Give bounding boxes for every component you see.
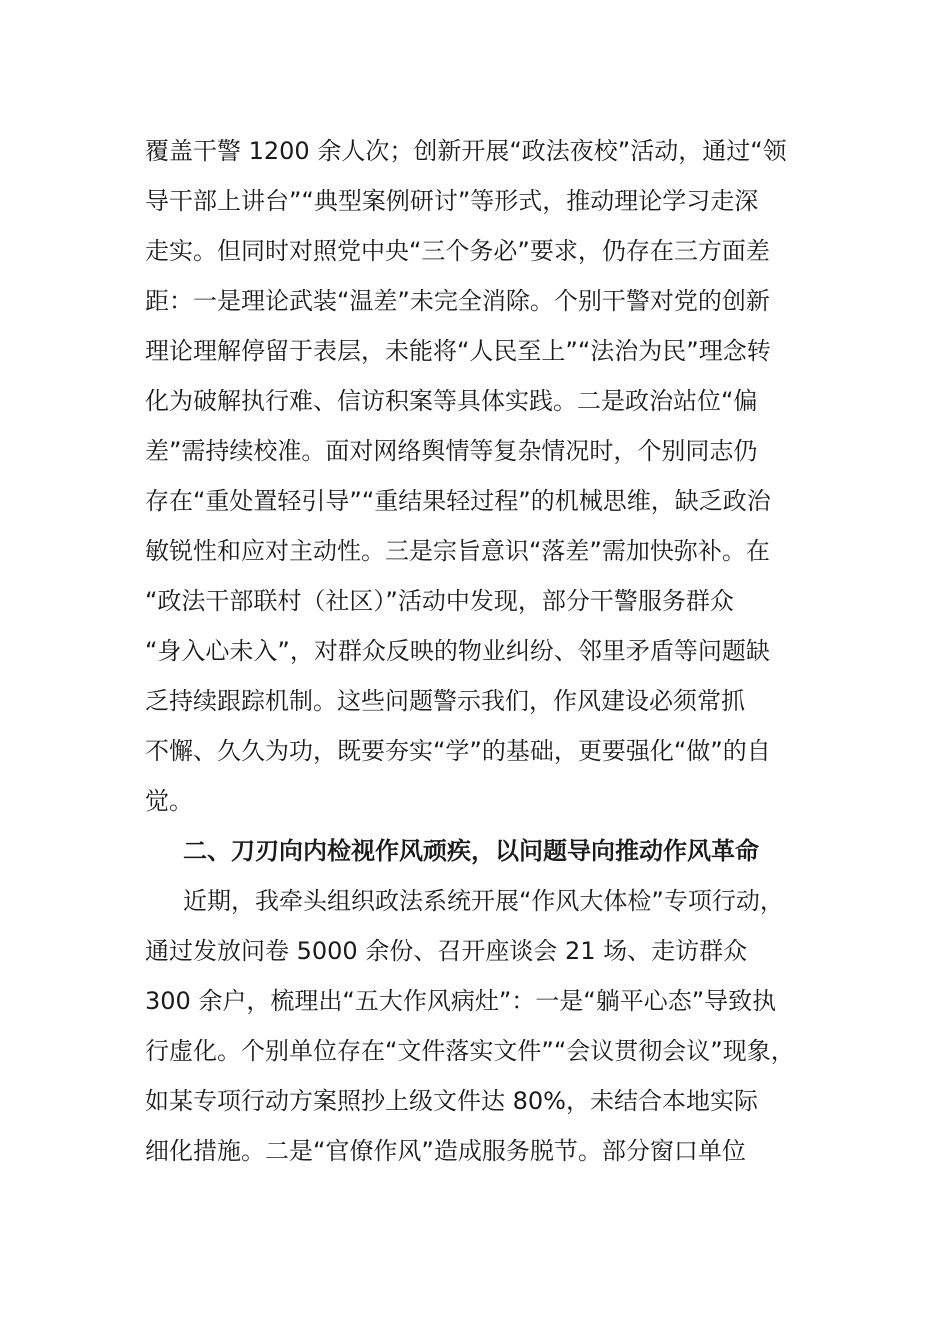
text-line: 覆盖干警 1200 余人次；创新开展“政法夜校”活动，通过“领 [145,137,787,165]
paragraph [145,876,825,1176]
paragraph-continuation [145,126,825,826]
document-body [145,126,825,1176]
text-line: 细化措施。二是“官僚作风”造成服务脱节。部分窗口单位 [145,1137,746,1165]
text-line: 近期，我牵头组织政法系统开展“作风大体检”专项行动， [183,887,784,915]
section-heading: 二、刀刃向内检视作风顽疾，以问题导向推动作风革命 [183,837,759,865]
text-line: 不懈、久久为功，既要夯实“学”的基础，更要强化“做”的自 [145,737,771,765]
text-line: “政法干部联村（社区）”活动中发现，部分干警服务群众 [145,587,734,615]
text-line: 距：一是理论武装“温差”未完全消除。个别干警对党的创新 [145,287,770,315]
text-line: 乏持续跟踪机制。这些问题警示我们，作风建设必须常抓 [145,687,745,715]
text-line: 差”需持续校准。面对网络舆情等复杂情况时，个别同志仍 [145,437,758,465]
text-line: 存在“重处置轻引导”“重结果轻过程”的机械思维，缺乏政治 [145,487,771,515]
text-line: 导干部上讲台”“典型案例研讨”等形式，推动理论学习走深 [145,187,759,215]
text-line: 理论理解停留于表层，未能将“人民至上”“法治为民”理念转 [145,337,771,365]
text-line: 化为破解执行难、信访积案等具体实践。二是政治站位“偏 [145,387,758,415]
text-line: 行虚化。个别单位存在“文件落实文件”“会议贯彻会议”现象， [145,1037,795,1065]
text-line: 觉。 [145,787,193,815]
text-line: “身入心未入”，对群众反映的物业纠纷、邻里矛盾等问题缺 [145,637,770,665]
text-line: 走实。但同时对照党中央“三个务必”要求，仍存在三方面差 [145,237,770,265]
text-line: 300 余户，梳理出“五大作风病灶”：一是“躺平心态”导致执 [145,987,777,1015]
text-line: 如某专项行动方案照抄上级文件达 80%，未结合本地实际 [145,1087,758,1115]
text-line: 敏锐性和应对主动性。三是宗旨意识“落差”需加快弥补。在 [145,537,770,565]
text-line: 通过发放问卷 5000 余份、召开座谈会 21 场、走访群众 [145,937,748,965]
